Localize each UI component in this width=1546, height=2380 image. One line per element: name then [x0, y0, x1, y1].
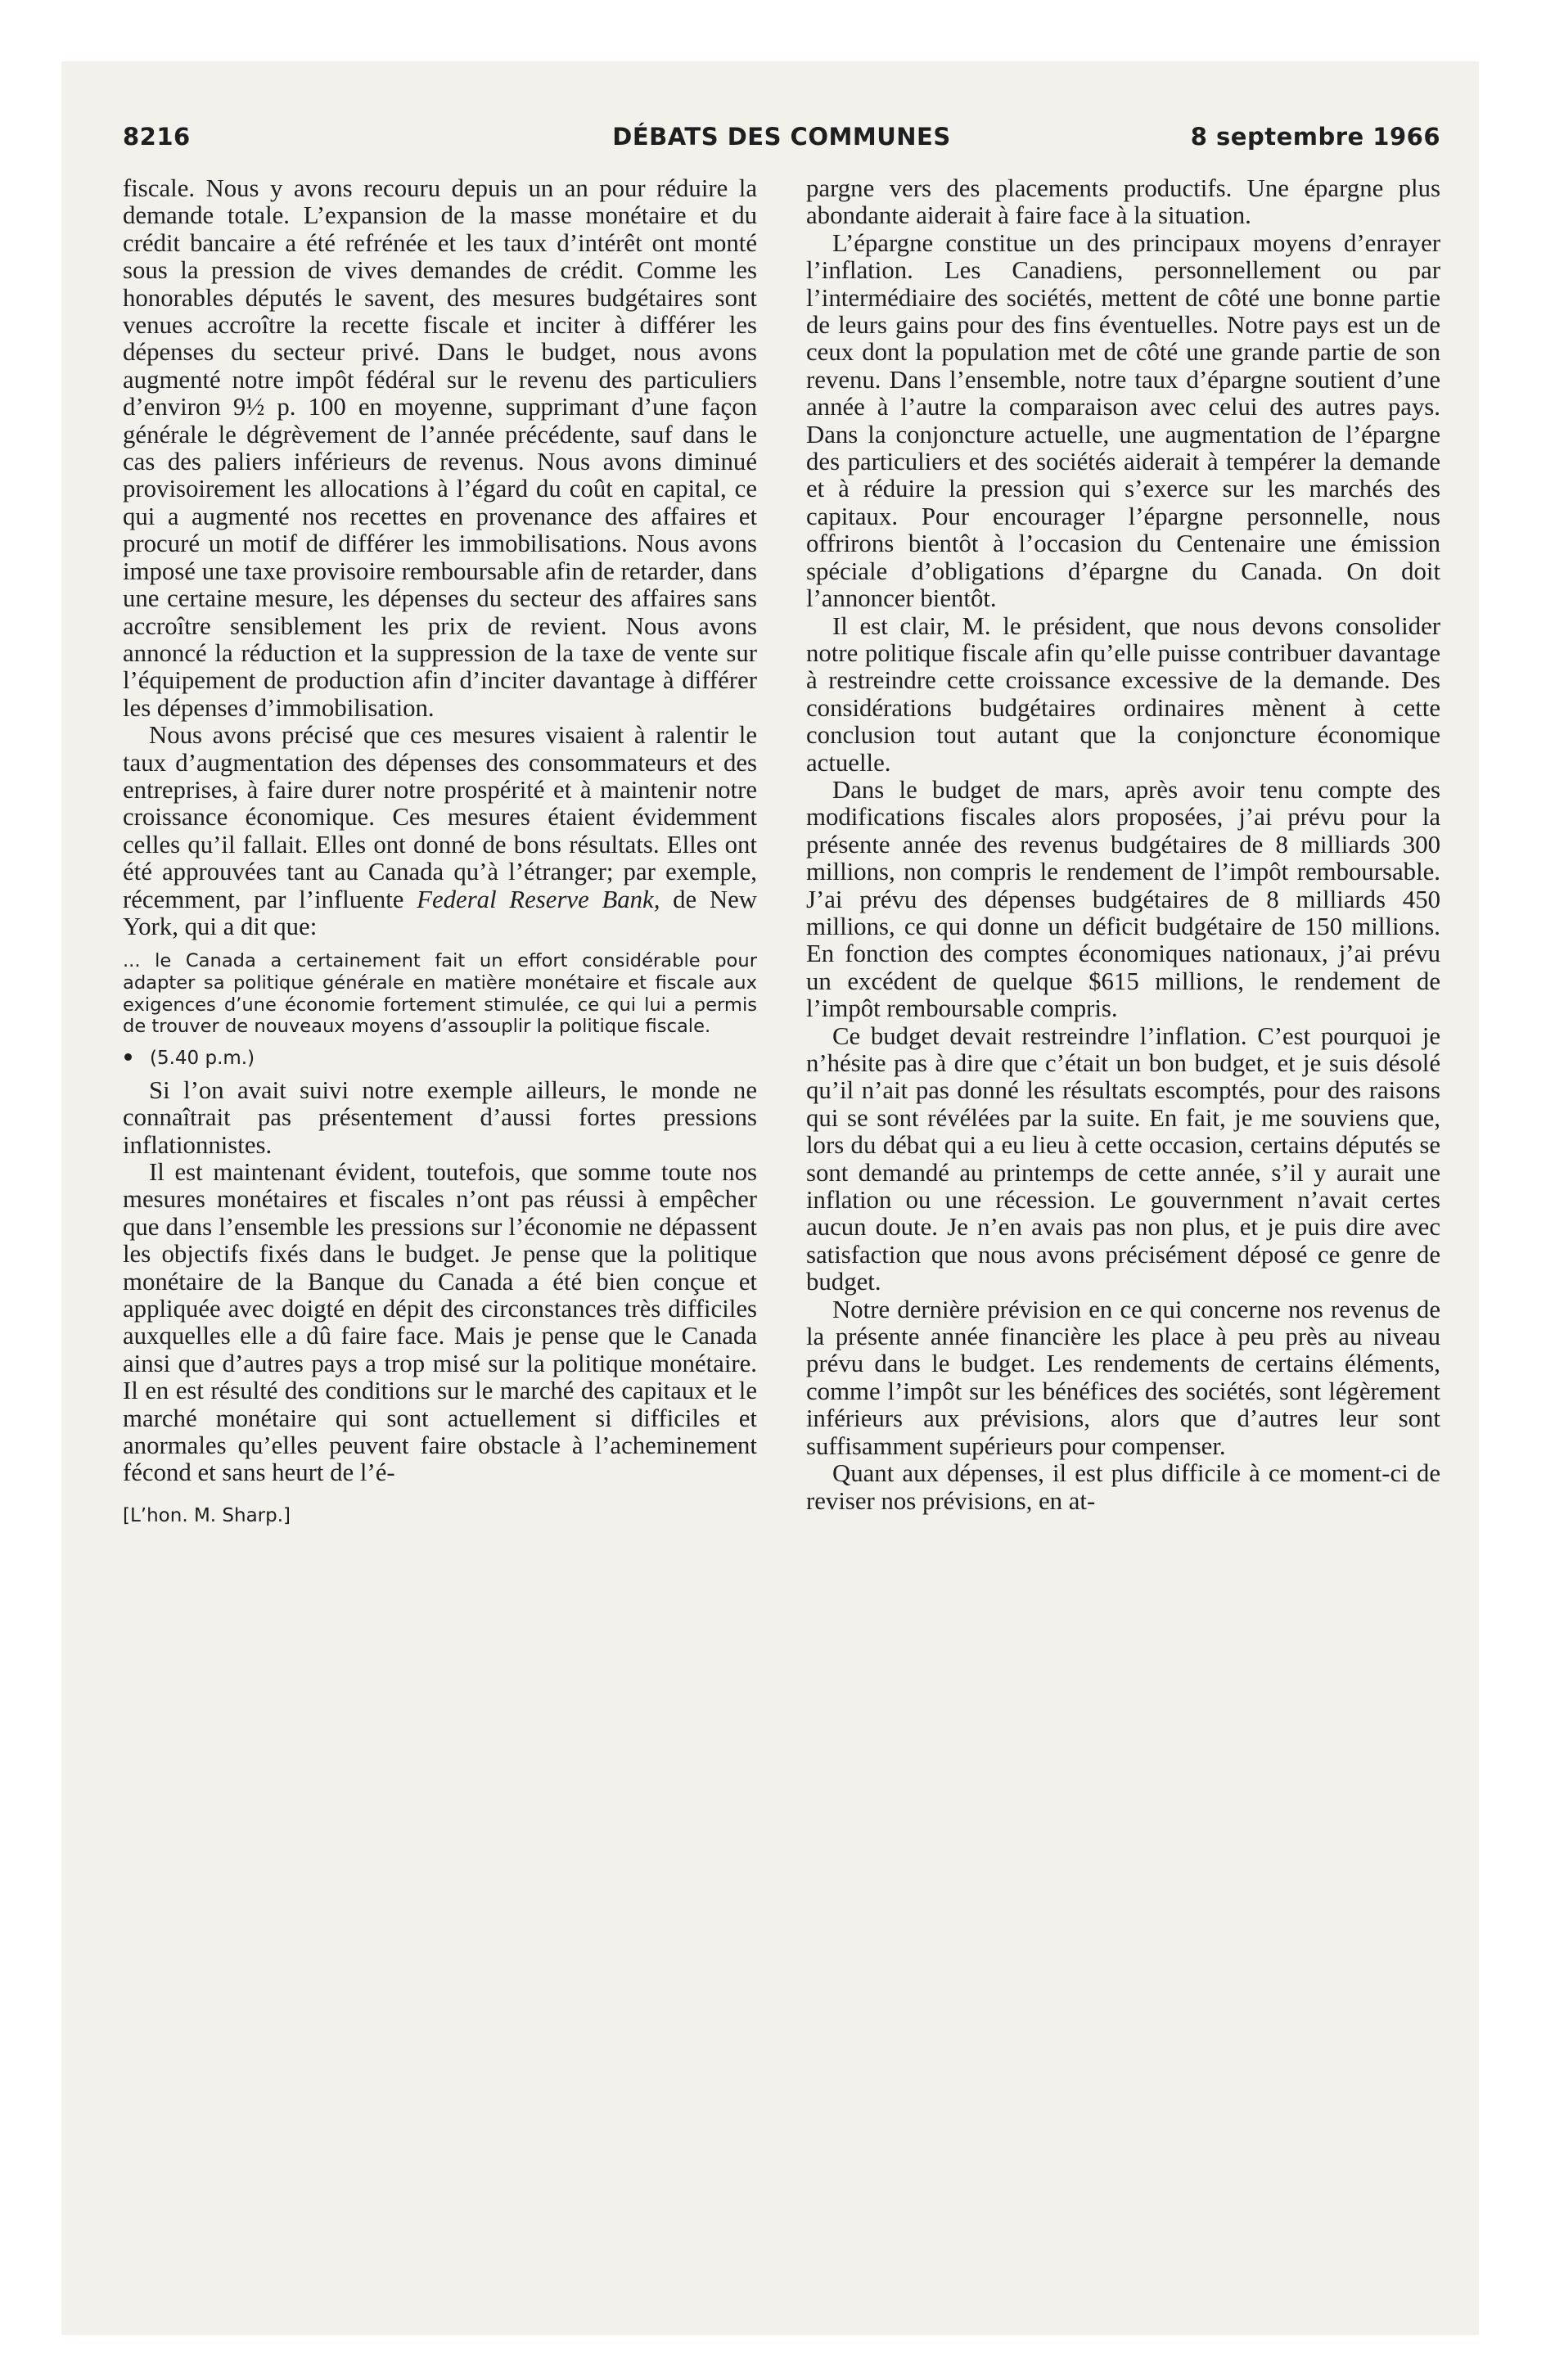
page-header: [123, 123, 1440, 169]
paragraph: Dans le budget de mars, après avoir tenu compte des modifications fiscales alors proposées, j’ai prévu pour la présente année des revenus budgétaires de 8 milliards 300 millions, non compris le rendement de l’impôt remboursable. J’ai prévu des dépenses budgétaires de 8 milliards 450 millions, ce qui donne un déficit budgétaire de 150 millions. En fonction des comptes économiques nationaux, j’ai prévu un excédent de quelque $615 millions, le rendement de l’impôt remboursable compris.: [806, 775, 1440, 1023]
paragraph: L’épargne constitue un des principaux moyens d’enrayer l’inflation. Les Canadiens, personnellement ou par l’intermédiaire des sociétés, mettent de côté une bonne partie de leurs gains pour des fins éventuelles. Notre pays est un de ceux dont la population met de côté une grande partie de son revenu. Dans l’ensemble, notre taux d’épargne soutient d’une année à l’autre la comparaison avec celui des autres pays. Dans la conjoncture actuelle, une augmentation de l’épargne des particuliers et des sociétés aiderait à tempérer la demande et à réduire la pression qui s’exerce sur les marchés des capitaux. Pour encourager l’épargne personnelle, nous offrirons bientôt à l’occasion du Centenaire une émission spéciale d’obligations d’épargne du Canada. On doit l’annoncer bientôt.: [806, 228, 1440, 613]
bullet-icon: [124, 1053, 132, 1061]
left-column: [123, 175, 757, 1526]
paragraph: [123, 722, 757, 940]
paragraph: Si l’on avait suivi notre exemple ailleurs, le monde ne connaîtrait pas présentement d’aussi fortes pressions inflationnistes.: [123, 1075, 757, 1159]
paragraph: Il est clair, M. le président, que nous devons consolider notre politique fiscale afin qu’elle puisse contribuer davantage à restreindre cette croissance excessive de la demande. Des considérations budgétaires ordinaires mènent à cette conclusion tout autant que la conjoncture économique actuelle.: [806, 611, 1440, 777]
page-number: 8216: [123, 123, 191, 151]
block-quote: ... le Canada a certainement fait un effort considérable pour adapter sa politique générale en matière monétaire et fiscale aux exigences d’une économie fortement stimulée, ce qui lui a permis de trouver de nouveaux moyens d’assouplir la politique fiscale.: [123, 950, 757, 1038]
paragraph: fiscale. Nous y avons recouru depuis un an pour réduire la demande totale. L’expansion de la masse monétaire et du crédit bancaire a été refrénée et les taux d’intérêt ont monté sous la pression de vives demandes de crédit. Comme les honorables députés le savent, des mesures budgétaires sont venues accroître la recette fiscale et inciter à différer les dépenses du secteur privé. Dans le budget, nous avons augmenté notre impôt fédéral sur le revenu des particuliers d’environ 9½ p. 100 en moyenne, supprimant d’une façon générale le dégrèvement de l’année précédente, sauf dans le cas des paliers inférieurs de revenus. Nous avons diminué provisoirement les allocations à l’égard du coût en capital, ce qui a augmenté nos recettes en provenance des affaires et procuré un motif de différer les immobilisations. Nous avons imposé une taxe provisoire remboursable afin de retarder, dans une certaine mesure, les dépenses du secteur des affaires sans accroître sensiblement les prix de revient. Nous avons annoncé la réduction et la suppression de la taxe de vente sur l’équipement de production afin d’inciter davantage à différer les dépenses d’immobilisation.: [123, 174, 757, 722]
time-text: (5.40 p.m.): [150, 1047, 255, 1069]
italic-name: Federal Reserve Bank,: [417, 885, 660, 913]
paragraph: Ce budget devait restreindre l’inflation. C’est pourquoi je n’hésite pas à dire que c’était un bon budget, et je suis désolé qu’il n’ait pas donné les résultats escomptés, pour des raisons qui se sont révélées par la suite. En fait, je me souviens que, lors du débat qui a eu lieu à cette occasion, certains députés se sont demandé au printemps de cette année, s’il y aurait une inflation ou une récession. Le gouvernment n’avait certes aucun doute. Je n’en avais pas non plus, et je puis dire avec satisfaction que nous avons précisément déposé ce genre de budget.: [806, 1021, 1440, 1296]
hansard-page: [123, 123, 1440, 1526]
paragraph: Quant aux dépenses, il est plus difficile à ce moment-ci de reviser nos prévisions, en at-: [806, 1459, 1440, 1515]
paragraph: Il est maintenant évident, toutefois, que somme toute nos mesures monétaires et fiscales n’ont pas réussi à empêcher que dans l’ensemble les pressions sur l’économie ne dépassent les objectifs fixés dans le budget. Je pense que la politique monétaire de la Banque du Canada a été bien conçue et appliquée avec doigté en dépit des circonstances très difficiles auxquelles elle a dû faire face. Mais je pense que le Canada ainsi que d’autres pays a trop misé sur la politique monétaire. Il en est résulté des conditions sur le marché des capitaux et le marché monétaire qui sont actuellement si difficiles et anormales qu’elles peuvent faire obstacle à l’acheminement fécond et sans heurt de l’é-: [123, 1157, 757, 1487]
text-columns: [123, 175, 1440, 1526]
publication-title: DÉBATS DES COMMUNES: [612, 123, 951, 151]
paragraph-text: Nous avons précisé que ces mesures visaient à ralentir le taux d’augmentation des dépenses des consommateurs et des entreprises, à faire durer notre prospérité et à maintenir notre croissance économique. Ces mesures étaient évidemment celles qu’il fallait. Elles ont donné de bons résultats. Elles ont été approuvées tant au Canada qu’à l’étranger; par exemple, récemment, par l’influente: [123, 721, 757, 913]
speaker-attribution: [L’hon. M. Sharp.]: [123, 1504, 291, 1526]
paragraph-text: de New York, qui a dit que:: [123, 885, 758, 940]
paragraph: Notre dernière prévision en ce qui concerne nos revenus de la présente année financière les place à peu près au niveau prévu dans le budget. Les rendements de certains éléments, comme l’impôt sur les bénéfices des sociétés, sont légèrement inférieurs aux prévisions, alors que d’autres leur sont suffisamment supérieurs pour compenser.: [806, 1295, 1440, 1460]
right-column: [806, 175, 1440, 1526]
page-date: 8 septembre 1966: [1190, 123, 1440, 151]
time-marker: [123, 1046, 757, 1071]
paragraph: pargne vers des placements productifs. Une épargne plus abondante aiderait à faire face à la situation.: [806, 174, 1440, 230]
